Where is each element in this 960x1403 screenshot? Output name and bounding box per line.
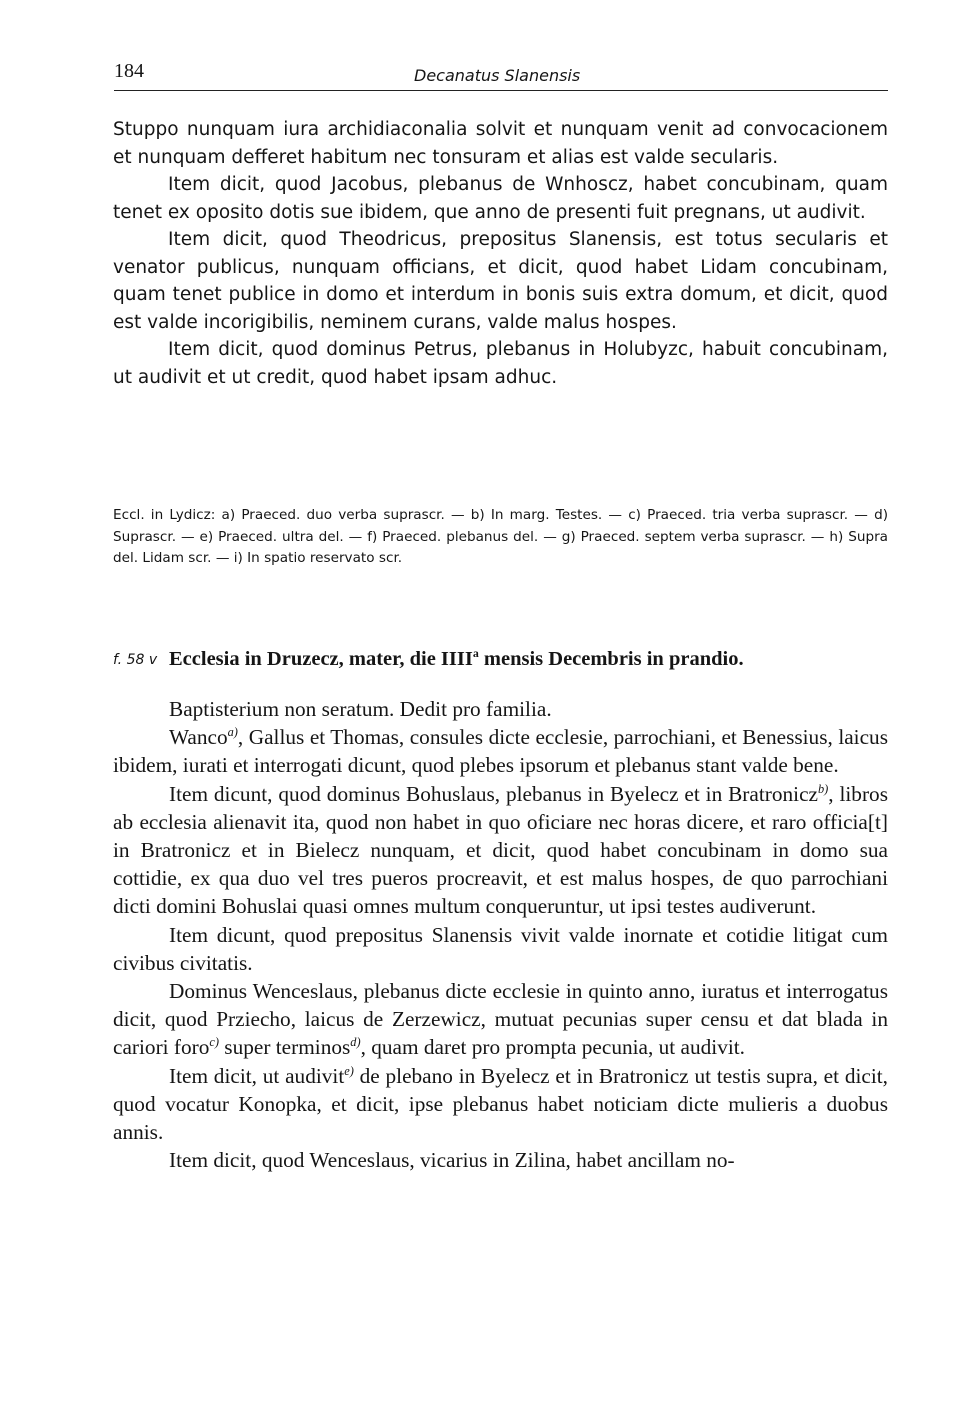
footnote-ref: a) [227,725,238,740]
heading-text-tail: mensis Decembris in prandio. [478,648,744,670]
section2-paragraph: Dominus Wenceslaus, plebanus dicte ecclesie in quinto anno, iuratus et interrogatus dicit, quod Prziecho, laicus de Zerzewicz, mutuat pecunias super censu et dat blada in cariori foro$^{c)}$ super terminos$^{d)}$, quam daret pro prompta pecunia, ut audivit. [113,979,888,1060]
running-title: Decanatus Slanensis [414,66,581,85]
section1-paragraph: Item dicit, quod Jacobus, plebanus de Wnhoscz, habet concubinam, quam tenet ex oposito dotis sue ibidem, que anno de presenti fuit pregnans, ut audivit. [113,174,888,223]
section2-paragraph: Item dicunt, quod prepositus Slanensis vivit valde inornate et cotidie litigat cum civibus civitatis. [113,922,888,975]
section1-paragraph: Item dicit, quod Theodricus, prepositus Slanensis, est totus secularis et venator publicus, nunquam officians, et dicit, quod habet Lidam concubinam, quam tenet publice in domo et interdum in bonis suis extra domum, et dicit, quod est valde incorigibilis, neminem curans, valde malus hospes. [113,229,888,333]
footnote-ref: b) [817,781,829,796]
heading-superscript: a [472,646,479,661]
page-number: 184 [114,60,144,82]
footnote-ref: c) [209,1035,219,1050]
section2-paragraph: Baptisterium non seratum. Dedit pro familia. [169,697,552,721]
section1-text [113,116,888,391]
footnotes [113,505,888,570]
footnote-apparatus: Eccl. in Lydicz: a) Praeced. duo verba suprascr. — b) In marg. Testes. — c) Praeced. tria verba suprascr. — d) Suprascr. — e) Praeced. ultra del. — f) Praeced. plebanus del. — g) Praeced. septem verba suprascr. — h) Supra del. Lidam scr. — i) In spatio reservato scr. [113,507,888,566]
footnote-ref: e) [344,1063,354,1078]
heading-text: Ecclesia in Druzecz, mater, die IIII [169,648,473,670]
running-header [114,58,888,91]
section-heading [169,648,744,671]
section2-paragraph: Item dicunt, quod dominus Bohuslaus, plebanus in Byelecz et in Bratronicz$^{b)}$, libros ab ecclesia alienavit ita, quod non habet in quo oficiare nec horas dicere, et raro officia[t] in Bratronicz et in Bielecz nunquam, et dicit, quod habet concubinam in domo sua cottidie, ex qua duo vel tres pueros procreavit, et est malus hospes, de quo parrochiani dicti domini Bohuslai quasi omnes multum conqueruntur, ut ipsi testes audiverunt. [113,781,888,919]
section2-text [113,695,888,1174]
section2-paragraph: Item dicit, ut audivit$^{e)}$ de plebano in Byelecz et in Bratronicz ut testis supra, et dicit, quod vocatur Konopka, et dicit, ipse plebanus habet noticiam dicte mulieris a duobus annis. [113,1063,888,1145]
folio-marker: f. 58 v [113,652,158,668]
section2-paragraph: Item dicit, quod Wenceslaus, vicarius in Zilina, habet ancillam no- [169,1148,735,1173]
section1-paragraph: Stuppo nunquam iura archidiaconalia solvit et nunquam venit ad convocacionem et nunquam defferet habitum nec tonsuram et alias est valde secularis. [113,119,888,168]
footnote-ref: d) [350,1035,361,1050]
section2-paragraph: Wanco$^{a)}$, Gallus et Thomas, consules dicte ecclesie, parrochiani, et Benessius, laicus ibidem, iurati et interrogati dicunt, quod plebes ipsorum et plebanus stant valde bene. [113,725,888,778]
section1-paragraph: Item dicit, quod dominus Petrus, plebanus in Holubyzc, habuit concubinam, ut audivit et ut credit, quod habet ipsam adhuc. [113,339,888,388]
